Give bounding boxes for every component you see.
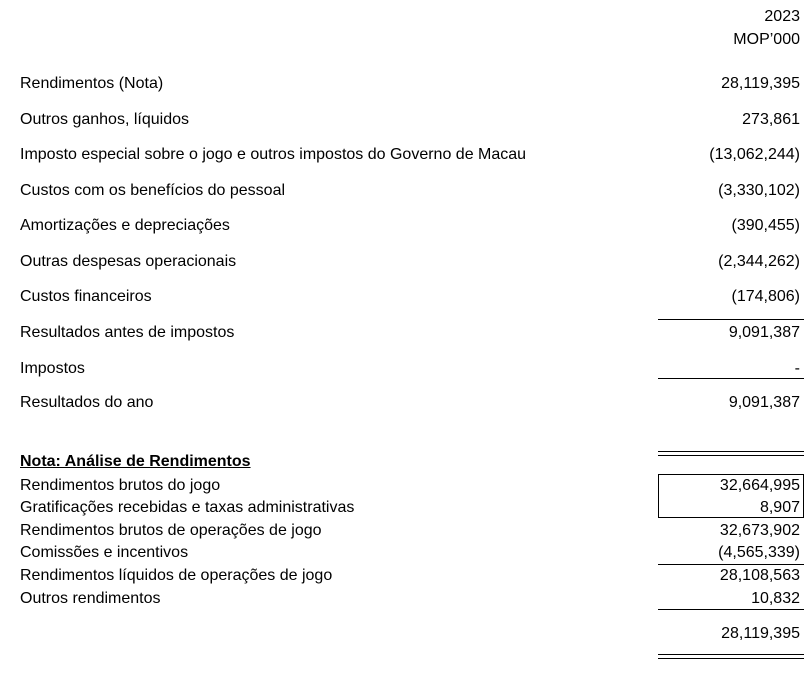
note-label-other-revenue: Outros rendimentos [20, 590, 161, 607]
row-label-finance-costs: Custos financeiros [20, 288, 152, 305]
row-label-other-gains: Outros ganhos, líquidos [20, 111, 189, 128]
note-value-net-gaming-ops: 28,108,563 [719, 567, 800, 584]
total-double-rule [658, 451, 804, 456]
note-total-rule [658, 609, 804, 610]
column-header-unit: MOP’000 [733, 31, 800, 48]
row-value-staff-costs: (3,330,102) [718, 182, 800, 199]
note-value-tips-admin-fees: 8,907 [759, 499, 800, 516]
note-value-other-revenue: 10,832 [751, 590, 800, 607]
subtotal-rule [658, 319, 804, 320]
row-value-revenue: 28,119,395 [721, 75, 800, 92]
note-value-gross-gaming-ops: 32,673,902 [719, 522, 800, 539]
row-label-revenue: Rendimentos (Nota) [20, 75, 164, 92]
note-title: Nota: Análise de Rendimentos [20, 453, 251, 470]
note-value-commissions: (4,565,339) [718, 544, 800, 561]
note-label-tips-admin-fees: Gratificações recebidas e taxas administrativas [20, 499, 355, 516]
row-value-finance-costs: (174,806) [731, 288, 800, 305]
note-label-gross-gaming: Rendimentos brutos do jogo [20, 477, 221, 494]
row-value-special-gaming-tax: (13,062,244) [709, 146, 800, 163]
row-label-other-operating-expenses: Outras despesas operacionais [20, 253, 237, 270]
row-value-other-gains: 273,861 [742, 111, 800, 128]
note-subtotal-rule [658, 564, 804, 565]
note-label-gross-gaming-ops: Rendimentos brutos de operações de jogo [20, 522, 322, 539]
row-label-profit-before-tax: Resultados antes de impostos [20, 324, 235, 341]
tax-rule [658, 378, 804, 379]
row-label-profit-for-year: Resultados do ano [20, 394, 154, 411]
row-label-taxes: Impostos [20, 360, 85, 377]
row-label-depreciation: Amortizações e depreciações [20, 217, 230, 234]
note-label-net-gaming-ops: Rendimentos líquidos de operações de jogo [20, 567, 333, 584]
row-value-depreciation: (390,455) [731, 217, 800, 234]
note-value-gross-gaming: 32,664,995 [719, 477, 800, 494]
note-total-value: 28,119,395 [721, 625, 800, 642]
row-label-special-gaming-tax: Imposto especial sobre o jogo e outros impostos do Governo de Macau [20, 146, 527, 163]
note-total-double-rule [658, 654, 804, 659]
row-value-profit-for-year: 9,091,387 [728, 394, 800, 411]
note-label-commissions: Comissões e incentivos [20, 544, 189, 561]
row-value-profit-before-tax: 9,091,387 [728, 324, 800, 341]
column-header-year: 2023 [764, 8, 800, 25]
row-value-other-operating-expenses: (2,344,262) [718, 253, 800, 270]
row-value-taxes: - [794, 360, 800, 377]
row-label-staff-costs: Custos com os benefícios do pessoal [20, 182, 286, 199]
